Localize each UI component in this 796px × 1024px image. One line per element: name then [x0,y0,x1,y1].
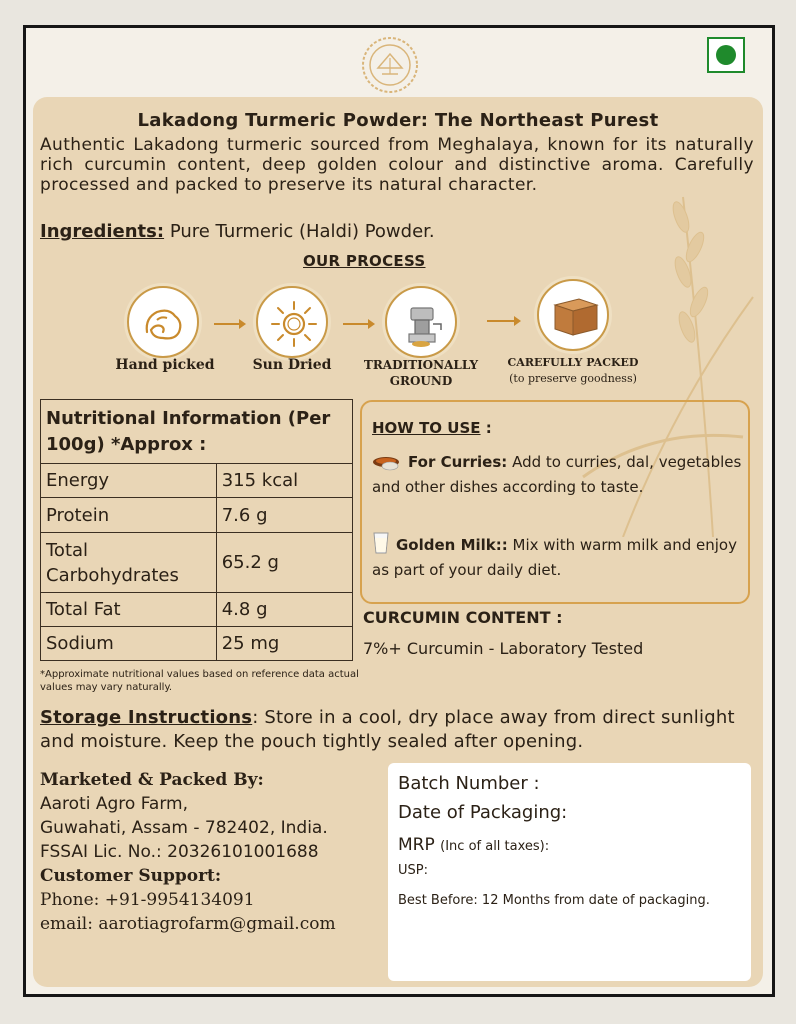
how-to-use-item [372,450,742,500]
nutrient-value: 65.2 g [216,533,352,593]
step-label-packed-extra: (to preserve goodness) [509,372,637,385]
how-to-use-title-text: HOW TO USE [372,419,481,437]
storage-instructions [40,706,760,754]
fssai-number: FSSAI Lic. No.: 20326101001688 [40,842,319,862]
step-label-carefully-packed [498,355,648,387]
curcumin-title: CURCUMIN CONTENT : [363,608,563,627]
batch-number: Batch Number : [398,773,540,794]
table-row [41,464,353,498]
nutrient-name: Energy [41,464,217,498]
best-before: Best Before: 12 Months from date of packaging. [398,893,710,908]
nutrient-name: Total Fat [41,593,217,627]
process-arrow [343,323,373,325]
step-hand-picked [127,286,199,358]
how-to-use-text: Add to curries, dal, vegetables and other dishes according to taste. [372,453,742,496]
box-icon [549,291,601,343]
how-to-use-box [360,400,750,604]
step-label-packed-main: CAREFULLY PACKED [507,356,639,369]
company-name: Aaroti Agro Farm, [40,794,188,814]
how-to-use-label: Golden Milk:: [396,536,508,554]
storage-label: Storage Instructions [40,707,253,728]
brand-logo-icon [358,36,422,94]
support-label: Customer Support: [40,866,222,886]
usp: USP: [398,863,428,878]
mrp [398,835,549,855]
support-email: email: aarotiagrofarm@gmail.com [40,914,336,934]
nutrition-heading: Nutritional Information (Per 100g) *Approx : [41,400,353,464]
step-carefully-packed [537,279,609,351]
step-label-sun-dried: Sun Dried [252,357,332,373]
how-to-use-title-suffix: : [480,419,492,437]
table-row [41,627,353,661]
curcumin-value: 7%+ Curcumin - Laboratory Tested [363,639,644,658]
nutrient-value: 4.8 g [216,593,352,627]
process-arrow [487,320,519,322]
how-to-use-label: For Curries: [408,453,508,471]
sun-icon [268,298,320,350]
nutrient-value: 25 mg [216,627,352,661]
ingredients-value: Pure Turmeric (Haldi) Powder. [169,221,435,242]
step-sun-dried [256,286,328,358]
process-title: OUR PROCESS [303,252,426,270]
how-to-use-title [372,416,492,441]
company-address: Guwahati, Assam - 782402, India. [40,818,328,838]
storage-text: : Store in a cool, dry place away from direct sunlight and moisture. Keep the pouch tightly sealed after opening. [40,707,735,752]
nutrient-value: 315 kcal [216,464,352,498]
how-to-use-text: Mix with warm milk and enjoy as part of your daily diet. [372,536,737,579]
nutrient-name: Sodium [41,627,217,661]
mrp-note: (Inc of all taxes): [440,839,550,854]
process-arrow [214,323,244,325]
product-description: Authentic Lakadong turmeric sourced from Meghalaya, known for its naturally rich curcumin content, deep golden colour and distinctive aroma. Carefully processed and packed to preserve its natural character. [40,135,754,195]
marketed-label: Marketed & Packed By: [40,770,264,790]
how-to-use-item [372,532,742,583]
mrp-label: MRP [398,835,435,855]
nutrient-name: Total Carbohydrates [41,533,217,593]
table-row [41,498,353,533]
step-label-hand-picked: Hand picked [115,357,215,373]
nutrition-note: *Approximate nutritional values based on reference data actual values may vary naturally. [40,669,359,693]
table-row [41,533,353,593]
veg-mark-icon [707,37,745,73]
grinder-icon [397,298,449,350]
ingredients-label: Ingredients: [40,221,165,242]
company-info [40,768,336,936]
milk-glass-icon [372,532,390,554]
date-of-packaging: Date of Packaging: [398,802,568,823]
support-phone: Phone: +91-9954134091 [40,890,255,910]
nutrient-value: 7.6 g [216,498,352,533]
hand-icon [139,298,191,350]
step-label-traditionally-ground: TRADITIONALLY GROUND [363,358,479,388]
product-title: Lakadong Turmeric Powder: The Northeast Purest [137,110,659,131]
nutrition-table [40,399,353,661]
batch-info-box [388,763,751,981]
nutrient-name: Protein [41,498,217,533]
ingredients [40,221,435,242]
curry-bowl-icon [372,455,402,471]
table-row [41,593,353,627]
step-traditionally-ground [385,286,457,358]
